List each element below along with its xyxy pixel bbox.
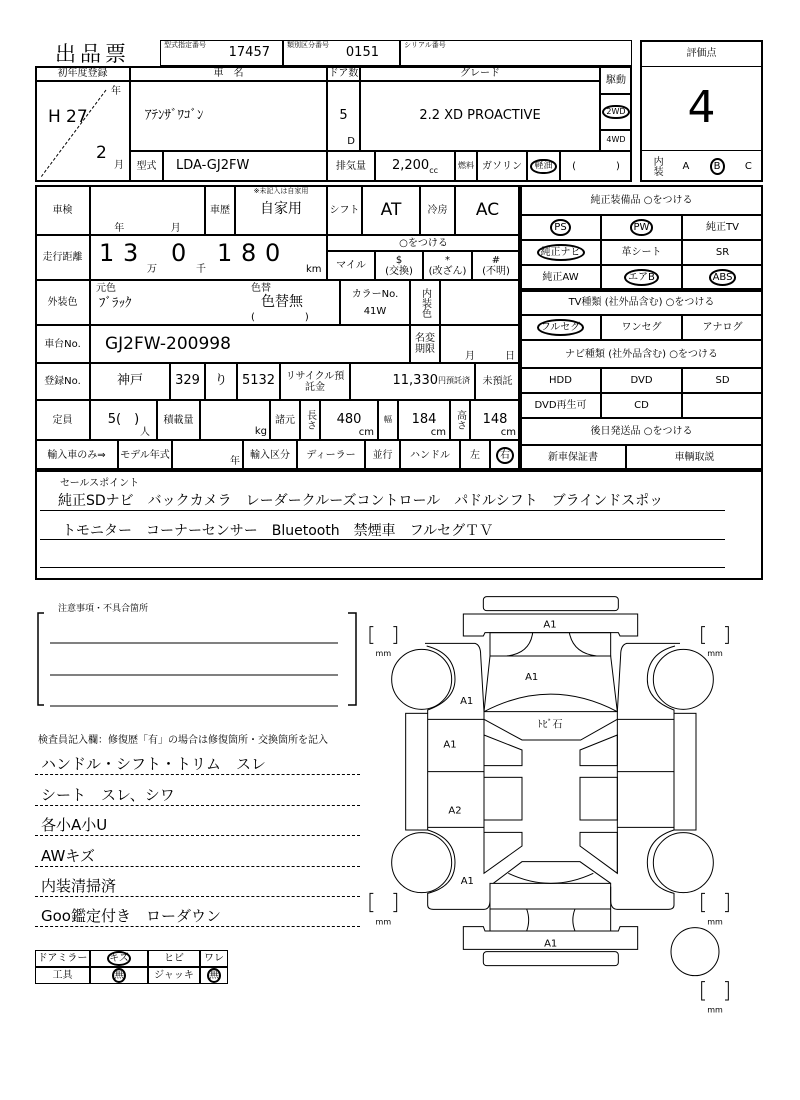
month-unit: 月 — [114, 160, 124, 171]
first-reg-year: 27 — [66, 107, 88, 127]
option-cell — [682, 265, 763, 290]
inspection-value — [90, 185, 205, 235]
mileage-mile: マイル — [327, 251, 375, 280]
navi-dvd: DVD — [601, 368, 682, 393]
displacement-unit: cc — [429, 166, 438, 176]
right-front-fender — [617, 643, 680, 713]
fuel-gasoline: ガソリン — [477, 151, 527, 182]
navi-hdd: HDD — [520, 368, 601, 393]
chassis-label: 車台No. — [35, 325, 90, 363]
history-value: 自家用 — [260, 201, 302, 218]
odo-digit: 0 — [171, 239, 187, 267]
fuel-diesel-circled: 軽油 — [530, 159, 556, 175]
navi-header: ナビ種類 (社外品含む) ○をつける — [520, 340, 763, 368]
odo-digit: 3 — [123, 239, 139, 267]
sheet-title: 出品票 — [55, 42, 130, 66]
mileage-unknown: # (不明) — [472, 251, 520, 280]
width-cell — [398, 400, 450, 440]
right-sill — [674, 713, 696, 830]
equip-airbag: エアB — [624, 269, 659, 286]
inspector-label: 検査員記入欄：修復歴「有」の場合は修復箇所・交換箇所を記入 — [38, 735, 328, 746]
option-cell — [520, 240, 601, 265]
history-cell — [235, 185, 327, 235]
grade-value: 2.2 XD PROACTIVE — [360, 81, 600, 151]
model-code-label: 型式指定番号 — [164, 41, 206, 49]
ac-label: 冷房 — [420, 185, 455, 235]
repaint-label: 色替 — [251, 283, 271, 294]
inspector-line: 内装清掃済 — [35, 875, 360, 897]
option-cell — [601, 215, 682, 240]
mark-rear-door: A2 — [448, 805, 462, 817]
sales-rule — [40, 539, 725, 540]
notes-bracket — [30, 605, 365, 710]
first-reg-cell — [35, 81, 130, 182]
doors-unit: D — [347, 136, 355, 147]
interior-grade-row — [640, 150, 763, 182]
sales-rule — [40, 510, 725, 511]
inspector-line: AWキズ — [35, 845, 360, 867]
option-cell — [520, 315, 601, 340]
equip-sr: SR — [682, 240, 763, 265]
equip-abs: ABS — [709, 269, 737, 286]
height-cell — [470, 400, 520, 440]
front-grille — [490, 633, 611, 656]
tread-bracket — [370, 627, 397, 644]
displacement-value: 2,200 — [391, 158, 430, 174]
right-rear-fender — [611, 830, 674, 909]
odo-digit: 8 — [241, 239, 257, 267]
chassis-number: GJ2FW-200998 — [90, 325, 410, 363]
odo-sen-unit: 千 — [196, 264, 206, 275]
length-value: 480 — [336, 411, 362, 427]
color-no: 41W — [363, 305, 387, 317]
mileage-tampered: * (改ざん) — [423, 251, 472, 280]
length-cell — [320, 400, 378, 440]
body-sides — [484, 712, 617, 874]
left-rear-fender — [428, 830, 490, 909]
mirror-label: ドアミラー — [35, 950, 90, 967]
height-label: 高さ — [450, 400, 470, 440]
name-header: 車 名 — [130, 66, 327, 81]
width-label: 幅 — [378, 400, 398, 440]
inspector-line: ハンドル・シフト・トリム スレ — [35, 753, 360, 775]
spec-label: 諸元 — [270, 400, 300, 440]
wheel-front-right — [653, 649, 713, 709]
recycle-label: リサイクル預託金 — [280, 363, 350, 400]
trunk — [490, 883, 611, 931]
model-code-cell — [160, 40, 283, 66]
capacity-value: 5( ) — [107, 411, 140, 427]
interior-label: 内装 — [651, 156, 663, 176]
wheel-rear-right — [653, 833, 713, 893]
tv-oneseg: ワンセグ — [601, 315, 682, 340]
score-label: 評価点 — [640, 40, 763, 67]
recycle-none: 未預託 — [475, 363, 520, 400]
left-middle-window — [484, 777, 522, 820]
tread-bracket — [702, 982, 729, 1000]
import-type-label: 輸入区分 — [243, 440, 297, 470]
equip-leather: 革シート — [601, 240, 682, 265]
shift-value: AT — [362, 185, 420, 235]
model-label: 型式 — [130, 151, 163, 182]
inspector-line: Goo鑑定付き ローダウン — [35, 905, 360, 927]
recycle-cell — [350, 363, 475, 400]
first-reg-header: 初年度登録 — [35, 66, 130, 81]
option-cell — [200, 967, 228, 984]
orig-color: ﾌﾞﾗｯｸ — [99, 296, 132, 311]
notes-label: 注意事項・不具合箇所 — [58, 604, 149, 614]
grade-c: C — [744, 160, 752, 172]
interior-color-label: 内装色 — [410, 280, 440, 325]
name-change-value — [440, 325, 520, 363]
doors-value: 5 — [339, 107, 348, 123]
odometer — [90, 235, 327, 280]
odo-digit: 1 — [217, 239, 233, 267]
mark-hood: A1 — [525, 672, 539, 683]
hood — [484, 656, 617, 712]
right-doors — [617, 719, 674, 827]
mark-front-bumper: A1 — [543, 619, 557, 631]
handle-right — [490, 440, 520, 470]
car-damage-diagram — [360, 590, 780, 1030]
tv-header: TV種類 (社外品含む) ○をつける — [520, 290, 763, 315]
tv-analog: アナログ — [682, 315, 763, 340]
tread-bracket — [702, 627, 729, 644]
capacity-unit: 人 — [140, 427, 150, 438]
tools-label: 工具 — [35, 967, 90, 984]
cm-unit: cm — [500, 427, 516, 438]
name-change-label: 名変期限 — [410, 325, 440, 363]
height-value: 148 — [482, 411, 508, 427]
serial-cell — [400, 40, 632, 66]
odo-digit: 1 — [99, 239, 115, 267]
import-label: 輸入車のみ⇒ — [35, 440, 118, 470]
mirror-crack: ヒビ — [148, 950, 200, 967]
era: H — [48, 107, 61, 127]
doors-header: ドア数 — [328, 68, 359, 79]
capacity-label: 定員 — [35, 400, 90, 440]
serial-label: シリアル番号 — [404, 41, 446, 49]
equip-aw: 純正AW — [520, 265, 601, 290]
mm-label: mm — [707, 649, 723, 658]
orig-color-label: 元色 — [96, 283, 116, 294]
drive-header: 駆動 — [600, 66, 632, 94]
wheel-front-left — [392, 649, 452, 709]
mileage-mark-header: ○をつける — [327, 235, 520, 251]
reg-kana: り — [205, 363, 237, 400]
name-change-day: 日 — [505, 351, 515, 362]
tv-fullseg: フルセグ — [537, 319, 585, 336]
repaint-value: 色替無 — [261, 294, 303, 310]
option-cell — [601, 265, 682, 290]
displacement-label: 排気量 — [327, 151, 375, 182]
mark-front-fender: A1 — [460, 696, 474, 707]
inspector-line: 各小A小U — [35, 814, 360, 836]
equip-navi: 純正ナビ — [537, 244, 585, 261]
left-sill — [406, 713, 428, 830]
equip-tv: 純正TV — [682, 215, 763, 240]
mileage-exchange: $ (交換) — [375, 251, 423, 280]
equip-ps: PS — [550, 219, 570, 236]
car-name: ｱﾃﾝｻﾞﾜｺﾞﾝ — [130, 81, 327, 151]
jack-none: 無 — [209, 970, 219, 981]
option-cell — [90, 967, 148, 984]
displacement-cell — [375, 151, 455, 182]
equip-pw: PW — [630, 219, 654, 236]
rear-window — [493, 862, 610, 884]
inspector-line: シート スレ、シワ — [35, 784, 360, 806]
reg-label: 登録No. — [35, 363, 90, 400]
interior-color-value — [440, 280, 520, 325]
mark-rear-bumper: A1 — [544, 938, 558, 950]
inspection-label: 車検 — [35, 185, 90, 235]
grade-b-circled: B — [710, 158, 725, 175]
mirror-broken: ワレ — [200, 950, 228, 967]
mm-label: mm — [707, 1005, 723, 1015]
right-middle-window — [580, 777, 617, 820]
rear-windows — [484, 832, 617, 873]
recycle-suffix: 円預託済 — [438, 376, 470, 386]
rear-bumper-bar — [483, 952, 618, 966]
capacity-cell — [90, 400, 157, 440]
handle-label: ハンドル — [400, 440, 460, 470]
sales-label: セールスポイント — [60, 478, 140, 489]
import-parallel: 並行 — [365, 440, 400, 470]
mirror-scratch: キズ — [109, 953, 129, 964]
score-value: 4 — [687, 82, 716, 134]
option-cell — [90, 950, 148, 967]
cm-unit: cm — [430, 427, 446, 438]
grade-header: グレード — [360, 66, 600, 81]
name-change-month: 月 — [465, 351, 475, 362]
load-label: 積載量 — [157, 400, 200, 440]
width-value: 184 — [411, 411, 437, 427]
fuel-diesel — [527, 151, 560, 182]
mark-front-door: A1 — [443, 739, 457, 751]
model-code: 17457 — [228, 44, 270, 60]
odo-digit: 0 — [265, 239, 281, 267]
model-year-value: 年 — [172, 440, 243, 470]
odo-km-unit: km — [306, 264, 322, 275]
jack-label: ジャッキ — [148, 967, 200, 984]
tread-bracket — [370, 893, 397, 911]
reg-area: 神戸 — [90, 363, 170, 400]
navi-cd: CD — [601, 393, 682, 418]
load-value: kg — [200, 400, 270, 440]
fuel-other: ( ) — [560, 151, 632, 182]
front-bumper-bar — [483, 597, 618, 611]
history-label: 車歴 — [205, 185, 235, 235]
repaint-paren: ( ) — [251, 312, 309, 323]
doors-cell — [327, 81, 360, 151]
reg-number: 5132 — [237, 363, 280, 400]
year-unit: 年 — [111, 86, 121, 97]
spare-tire — [671, 928, 719, 976]
history-note: ※未記入は自家用 — [253, 187, 309, 195]
category: 0151 — [345, 44, 379, 60]
mm-label: mm — [375, 917, 392, 927]
option-cell — [520, 215, 601, 240]
drive-2wd — [600, 94, 632, 130]
tread-bracket — [702, 893, 729, 911]
color-no-cell — [340, 280, 410, 325]
wheel-rear-left — [392, 833, 452, 893]
inspection-month: 月 — [170, 223, 181, 234]
first-reg-month: 2 — [96, 143, 107, 163]
drive-2wd-circled: 2WD — [602, 105, 629, 120]
mark-rear-fender: A1 — [460, 876, 474, 887]
import-dealer: ディーラー — [297, 440, 365, 470]
category-label: 類別区分番号 — [287, 41, 329, 49]
drive-4wd: 4WD — [600, 130, 632, 151]
later-warranty: 新車保証書 — [520, 445, 626, 470]
navi-empty — [682, 393, 763, 418]
equipment-header: 純正装備品 ○をつける — [520, 185, 763, 215]
later-manual: 車輌取説 — [626, 445, 763, 470]
reg-class: 329 — [170, 363, 205, 400]
mm-label: mm — [707, 917, 723, 927]
mm-label: mm — [375, 649, 392, 658]
handle-left: 左 — [460, 440, 490, 470]
inspection-year: 年 — [114, 223, 125, 234]
handle-right-circled: 右 — [496, 447, 514, 464]
sales-line: トモニター コーナーセンサー Bluetooth 禁煙車 フルセグＴＶ — [62, 523, 494, 539]
mark-windshield: ﾄﾋﾞ石 — [537, 719, 563, 731]
color-cell — [90, 280, 340, 325]
left-front-fender — [425, 643, 484, 713]
headlights — [507, 633, 597, 656]
ac-value: AC — [455, 185, 520, 235]
sales-line: 純正SDナビ バックカメラ レーダークルーズコントロール パドルシフト ブラインドスポッ — [58, 493, 664, 509]
color-no-label: カラーNo. — [351, 288, 399, 300]
later-header: 後日発送品 ○をつける — [520, 418, 763, 445]
model-value: LDA-GJ2FW — [163, 151, 327, 182]
sales-rule — [40, 567, 725, 568]
shift-label: シフト — [327, 185, 362, 235]
color-label: 外装色 — [35, 280, 90, 325]
length-label: 長さ — [300, 400, 320, 440]
model-year-label: モデル年式 — [118, 440, 172, 470]
category-cell — [283, 40, 400, 66]
odo-man-unit: 万 — [147, 264, 157, 275]
fuel-label: 燃料 — [455, 151, 477, 182]
navi-sd: SD — [682, 368, 763, 393]
tools-none: 無 — [114, 970, 124, 981]
grade-a: A — [682, 160, 690, 172]
cm-unit: cm — [358, 427, 374, 438]
recycle-amount: 11,330 — [392, 373, 438, 389]
navi-dvd-play: DVD再生可 — [520, 393, 601, 418]
mileage-label: 走行距離 — [35, 235, 90, 280]
